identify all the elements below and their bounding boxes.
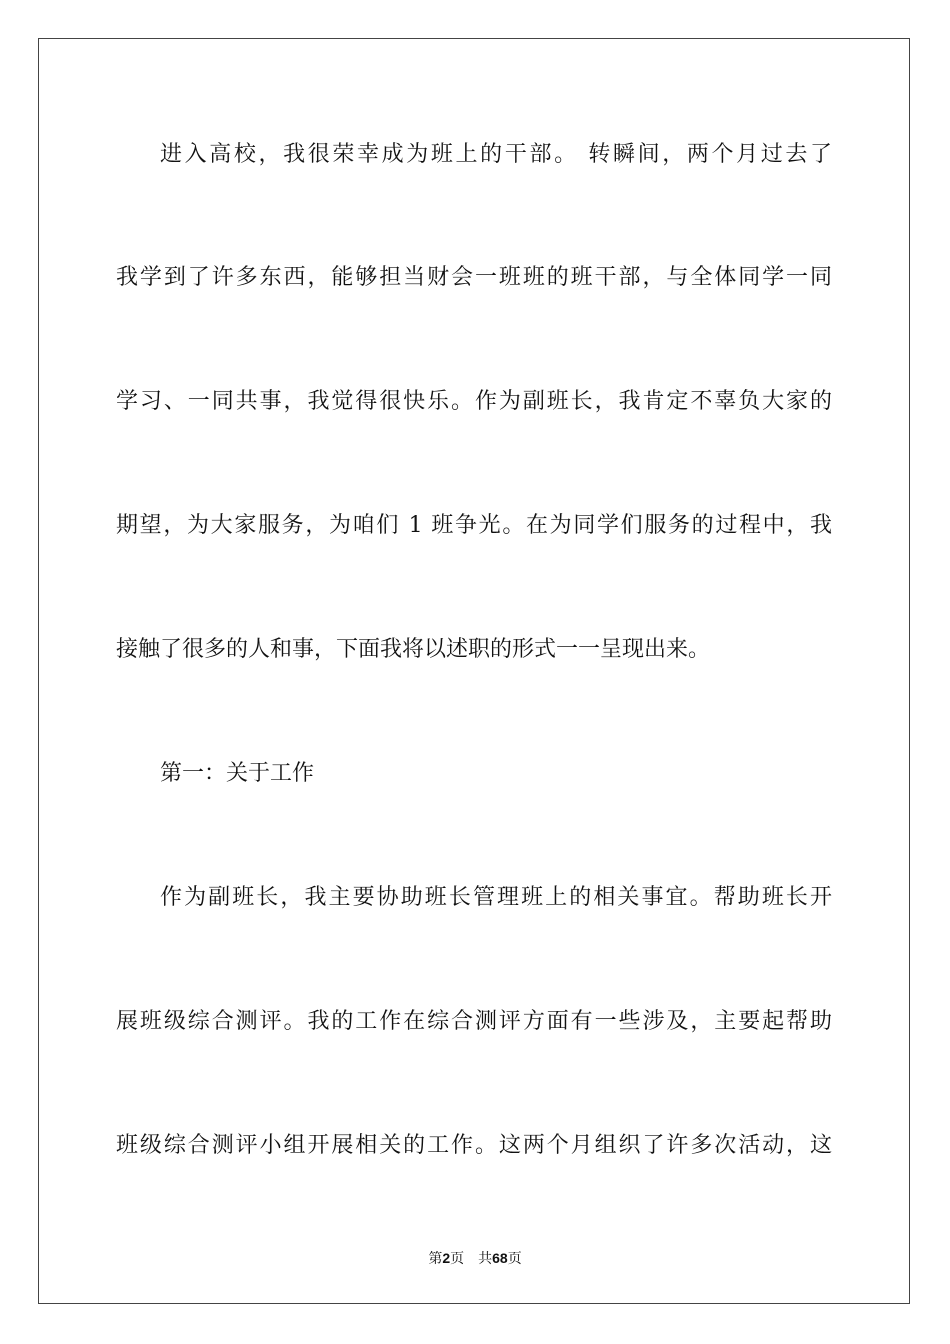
text-line-2: 我学到了许多东西，能够担当财会一班班的班干部，与全体同学一同 — [116, 265, 832, 290]
page-footer — [0, 1248, 950, 1268]
footer-total-pages: 68 — [492, 1250, 508, 1266]
footer-page-prefix: 第 — [428, 1251, 443, 1267]
footer-total-suffix: 页 — [507, 1251, 522, 1267]
page-border — [38, 38, 910, 1304]
text-line-8: 展班级综合测评。我的工作在综合测评方面有一些涉及，主要起帮助 — [116, 1009, 832, 1034]
text-line-5: 接触了很多的人和事，下面我将以述职的形式一一呈现出来。 — [116, 637, 711, 662]
section-heading: 第一：关于工作 — [160, 761, 315, 786]
text-line-9: 班级综合测评小组开展相关的工作。这两个月组织了许多次活动，这 — [116, 1133, 832, 1158]
text-line-3: 学习、一同共事，我觉得很快乐。作为副班长，我肯定不辜负大家的 — [116, 389, 832, 414]
text-line-4: 期望，为大家服务，为咱们 1 班争光。在为同学们服务的过程中，我 — [116, 513, 832, 538]
footer-total-prefix: 共 — [478, 1251, 493, 1267]
text-line-1: 进入高校，我很荣幸成为班上的干部。 转瞬间，两个月过去了 — [160, 142, 832, 167]
footer-page-number: 2 — [442, 1250, 451, 1266]
footer-page-suffix: 页 — [450, 1251, 465, 1267]
text-line-7: 作为副班长，我主要协助班长管理班上的相关事宜。帮助班长开 — [160, 885, 832, 910]
